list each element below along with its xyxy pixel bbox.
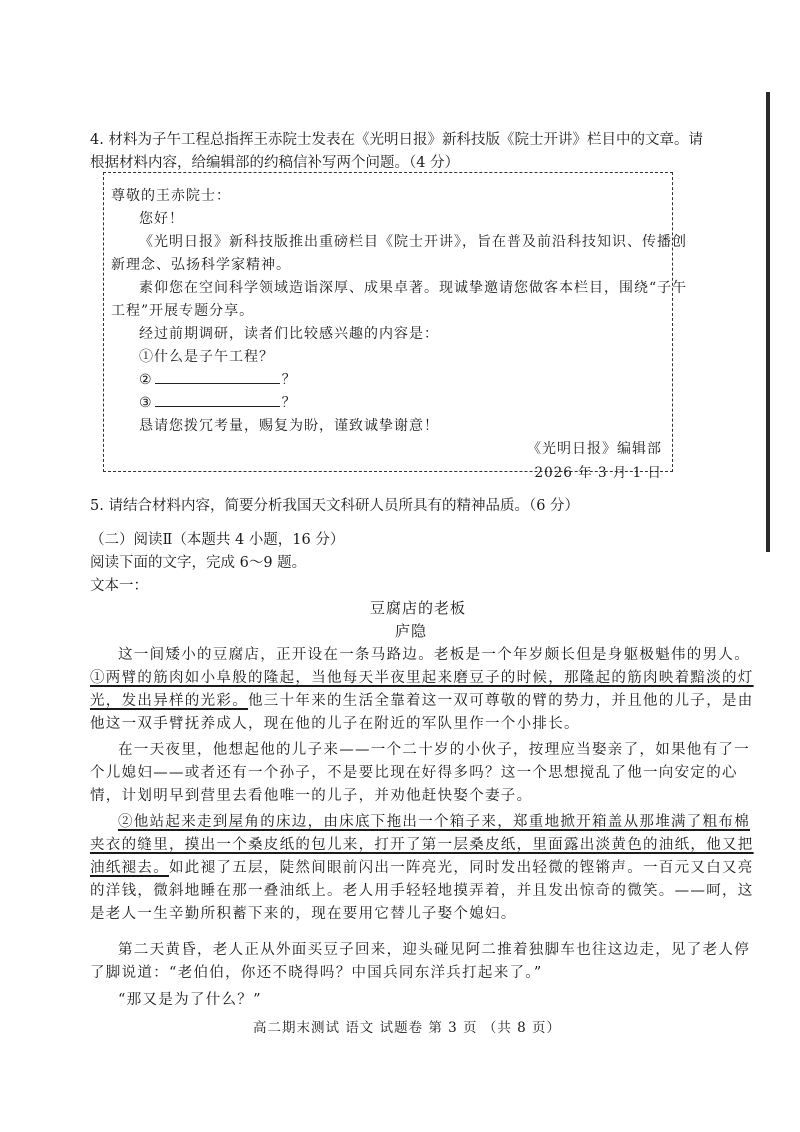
story-p3-line-5: 是老人一生辛勤所积蓄下来的，现在要用它替儿子娶个媳妇。 (90, 906, 517, 922)
story-p4-line-2: 了脚说道：“老伯伯，你还不晓得吗？中国兵同东洋兵打起来了。” (90, 965, 543, 981)
item-2-question-mark: ？ (281, 372, 297, 388)
letter-paragraph-2-line-2: 工程”开展专题分享。 (111, 303, 255, 319)
answer-blank-3 (155, 394, 280, 407)
story-p3-line-3 (90, 856, 754, 877)
underlined-sentence-1-end: 光，发出异样的光彩。 (90, 693, 248, 709)
letter-greeting: 您好！ (139, 211, 184, 227)
letter-item-2 (139, 369, 297, 389)
text-label: 文本一： (90, 578, 148, 594)
story-p3-line-4: 的洋钱，微斜地睡在那一叠油纸上。老人用手轻轻地摸弄着，并且发出惊奇的微笑。——呵，这 (90, 883, 754, 899)
item-2-marker: ② (139, 372, 153, 388)
story-p2-line-2: 个儿媳妇——或者还有一个孙子，不是要比现在好得多吗？这一个思想搅乱了他一向安定的心 (90, 765, 738, 781)
section-heading: （二）阅读Ⅱ（本题共 4 小题，16 分） (90, 532, 345, 548)
letter-paragraph-3: 经过前期调研，读者们比较感兴趣的内容是： (139, 326, 439, 342)
page-footer: 高二期末测试 语文 试题卷 第 3 页 （共 8 页） (253, 1020, 562, 1036)
letter-paragraph-1-line-2: 新理念、弘扬科学家精神。 (111, 257, 291, 273)
story-p2-line-3: 情，计划明早到营里去看他唯一的儿子，并劝他赶快娶个妻子。 (90, 788, 533, 804)
answer-blank-2 (155, 371, 280, 384)
story-p3-line-2-underlined: 夹衣的缝里，摸出一个桑皮纸的包儿来，打开了第一层桑皮纸，里面露出淡黄色的油纸，他又把 (90, 837, 754, 853)
story-p5: “那又是为了什么？” (118, 992, 262, 1008)
letter-paragraph-2-line-1: 素仰您在空间科学领域造诣深厚、成果卓著。现诚挚邀请您做客本栏目，围绕“子午 (139, 280, 688, 296)
story-p1-line-1: 这一间矮小的豆腐店，正开设在一条马路边。老板是一个年岁颇长但是身躯极魁伟的男人。 (118, 647, 750, 663)
letter-signature: 《光明日报》编辑部 (527, 441, 662, 457)
story-p2-line-1: 在一天夜里，他想起他的儿子来——一个二十岁的小伙子，按理应当娶亲了，如果他有了一 (118, 742, 750, 758)
item-3-question-mark: ？ (281, 395, 297, 411)
letter-salutation: 尊敬的王赤院士： (111, 188, 231, 204)
story-p1-line-2-underlined: ①两臂的筋肉如小阜般的隆起，当他每天半夜里起来磨豆子的时候，那隆起的筋肉映着黯淡的灯 (90, 670, 754, 686)
question-4-line-2: 根据材料内容，给编辑部的约稿信补写两个问题。（4 分） (90, 155, 460, 171)
story-title: 豆腐店的老板 (370, 599, 467, 617)
story-p1-line-3 (90, 689, 754, 710)
letter-item-3 (139, 392, 297, 412)
question-4-line-1: 4. 材料为子午工程总指挥王赤院士发表在《光明日报》新科技版《院士开讲》栏目中的文章。请 (90, 132, 703, 148)
letter-date: 2026 年 3 月 1 日 (534, 465, 662, 481)
story-p1-line-4: 他这一双手臂抚养成人，现在他的儿子在附近的军队里作一个小排长。 (90, 716, 580, 732)
story-p3-line-1-underlined: ②他站起来走到屋角的床边，由床底下拖出一个箱子来，郑重地掀开箱盖从那堆满了粗布棉 (118, 814, 750, 830)
item-3-marker: ③ (139, 395, 153, 411)
story-p3-line-3-rest: 如此褪了五层，陡然间眼前闪出一阵亮光，同时发出轻微的铿锵声。一百元又白又亮 (169, 860, 754, 876)
question-5: 5. 请结合材料内容，简要分析我国天文科研人员所具有的精神品质。（6 分） (90, 498, 580, 514)
letter-closing: 恳请您拨冗考量，赐复为盼，谨致诚挚谢意！ (139, 418, 439, 434)
section-instruction: 阅读下面的文字，完成 6～9 题。 (90, 555, 307, 571)
page-edge-shadow (766, 92, 770, 552)
story-p4-line-1: 第二天黄昏，老人正从外面买豆子回来，迎头碰见阿二推着独脚车也往这边走，见了老人停 (118, 942, 750, 958)
underlined-sentence-2-end: 油纸褪去。 (90, 860, 169, 876)
story-p1-line-3-rest: 他三十年来的生活全靠着这一双可尊敬的臂的势力，并且他的儿子，是由 (248, 693, 754, 709)
story-author: 庐隐 (395, 622, 428, 640)
letter-paragraph-1-line-1: 《光明日报》新科技版推出重磅栏目《院士开讲》，旨在普及前沿科技知识、传播创 (139, 234, 687, 250)
letter-item-1: ①什么是子午工程？ (139, 349, 274, 365)
